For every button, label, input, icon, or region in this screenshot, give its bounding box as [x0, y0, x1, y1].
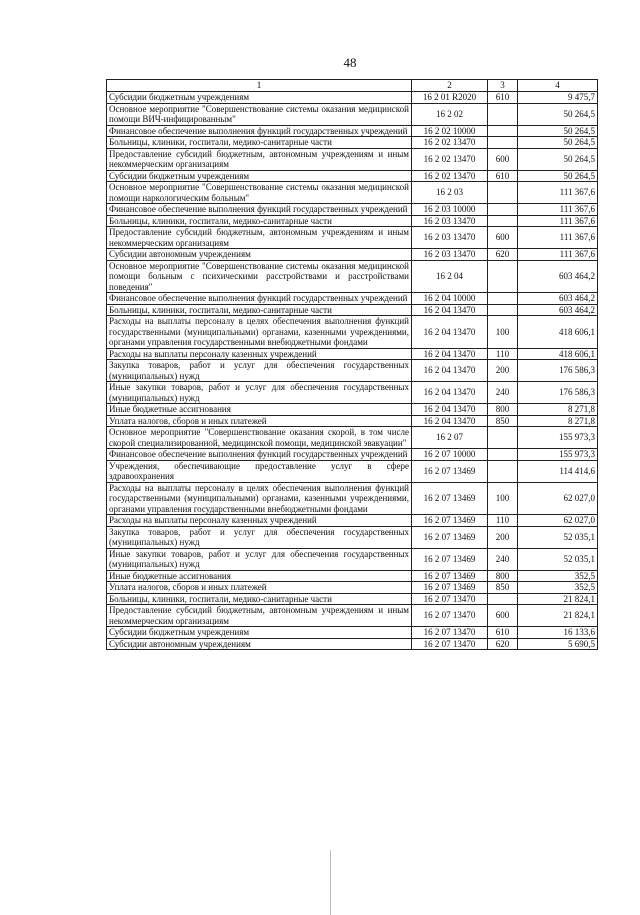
- cell-code: 16 2 07 13469: [412, 482, 488, 515]
- cell-name: Основное мероприятие "Совершенствование оказания скорой, в том числе скорой специализированной, медицинской помощи, медицинской эвакуации": [107, 427, 412, 449]
- budget-table: [106, 79, 598, 650]
- cell-code: 16 2 07 13469: [412, 460, 488, 482]
- cell-amount: 155 973,3: [518, 449, 598, 461]
- table-row: [107, 627, 598, 639]
- cell-name: Предоставление субсидий бюджетным, автономным учреждениям и иным некоммерческим организациям: [107, 605, 412, 627]
- cell-type: 800: [488, 404, 518, 416]
- cell-code: 16 2 04: [412, 260, 488, 293]
- page-number: 48: [343, 55, 357, 70]
- cell-name: Иные бюджетные ассигнования: [107, 404, 412, 416]
- table-row: [107, 638, 598, 650]
- table-row: [107, 103, 598, 125]
- cell-code: 16 2 01 R2020: [412, 92, 488, 104]
- cell-type: 200: [488, 360, 518, 382]
- cell-name: Финансовое обеспечение выполнения функций государственных учреждений: [107, 293, 412, 305]
- cell-type: 110: [488, 348, 518, 360]
- cell-amount: 50 264,5: [518, 170, 598, 182]
- scan-fold-line: [330, 850, 331, 915]
- cell-code: 16 2 04 13470: [412, 404, 488, 416]
- cell-type: [488, 125, 518, 137]
- cell-amount: 52 035,1: [518, 526, 598, 548]
- cell-name: Иные закупки товаров, работ и услуг для обеспечения государственных (муниципальных) нужд: [107, 382, 412, 404]
- cell-code: 16 2 07 13470: [412, 593, 488, 605]
- cell-amount: 50 264,5: [518, 137, 598, 149]
- column-header-1: 1: [107, 80, 412, 92]
- table-row: [107, 260, 598, 293]
- cell-code: 16 2 07 13469: [412, 570, 488, 582]
- table-header-row: [107, 80, 598, 92]
- cell-code: 16 2 07 13469: [412, 526, 488, 548]
- cell-code: 16 2 04 13470: [412, 348, 488, 360]
- cell-name: Закупка товаров, работ и услуг для обеспечения государственных (муниципальных) нужд: [107, 526, 412, 548]
- cell-code: 16 2 03 10000: [412, 204, 488, 216]
- cell-code: 16 2 03 13470: [412, 215, 488, 227]
- cell-type: [488, 182, 518, 204]
- table-row: [107, 204, 598, 216]
- cell-amount: 50 264,5: [518, 125, 598, 137]
- cell-code: 16 2 03 13470: [412, 249, 488, 261]
- cell-type: [488, 449, 518, 461]
- table-row: [107, 148, 598, 170]
- cell-type: 850: [488, 415, 518, 427]
- cell-code: 16 2 02: [412, 103, 488, 125]
- table-row: [107, 482, 598, 515]
- cell-type: 240: [488, 548, 518, 570]
- cell-amount: 603 464,2: [518, 260, 598, 293]
- cell-name: Расходы на выплаты персоналу казенных учреждений: [107, 515, 412, 527]
- cell-name: Больницы, клиники, госпитали, медико-санитарные части: [107, 593, 412, 605]
- cell-type: 800: [488, 570, 518, 582]
- cell-name: Больницы, клиники, госпитали, медико-санитарные части: [107, 215, 412, 227]
- cell-code: 16 2 02 10000: [412, 125, 488, 137]
- cell-type: 600: [488, 605, 518, 627]
- table-row: [107, 215, 598, 227]
- cell-code: 16 2 07 13470: [412, 605, 488, 627]
- table-row: [107, 449, 598, 461]
- cell-amount: 603 464,2: [518, 293, 598, 305]
- table-row: [107, 360, 598, 382]
- cell-type: [488, 215, 518, 227]
- cell-amount: 352,5: [518, 582, 598, 594]
- table-row: [107, 526, 598, 548]
- cell-amount: 9 475,7: [518, 92, 598, 104]
- cell-amount: 155 973,3: [518, 427, 598, 449]
- table-row: [107, 227, 598, 249]
- cell-amount: 8 271,8: [518, 404, 598, 416]
- cell-amount: 603 464,2: [518, 304, 598, 316]
- cell-name: Субсидии бюджетным учреждениям: [107, 627, 412, 639]
- cell-code: 16 2 02 13470: [412, 170, 488, 182]
- cell-code: 16 2 02 13470: [412, 148, 488, 170]
- cell-name: Основное мероприятие "Совершенствование системы оказания медицинской помощи наркологическим больным": [107, 182, 412, 204]
- cell-name: Расходы на выплаты персоналу казенных учреждений: [107, 348, 412, 360]
- table-row: [107, 382, 598, 404]
- table-row: [107, 460, 598, 482]
- cell-type: 240: [488, 382, 518, 404]
- cell-type: [488, 593, 518, 605]
- table-row: [107, 570, 598, 582]
- cell-name: Иные бюджетные ассигнования: [107, 570, 412, 582]
- cell-code: 16 2 03: [412, 182, 488, 204]
- cell-name: Больницы, клиники, госпитали, медико-санитарные части: [107, 137, 412, 149]
- cell-amount: 418 606,1: [518, 348, 598, 360]
- cell-code: 16 2 07 13470: [412, 638, 488, 650]
- cell-amount: 176 586,3: [518, 360, 598, 382]
- cell-type: [488, 103, 518, 125]
- cell-type: [488, 260, 518, 293]
- cell-type: 110: [488, 515, 518, 527]
- cell-name: Предоставление субсидий бюджетным, автономным учреждениям и иным некоммерческим организациям: [107, 148, 412, 170]
- cell-type: [488, 304, 518, 316]
- cell-name: Закупка товаров, работ и услуг для обеспечения государственных (муниципальных) нужд: [107, 360, 412, 382]
- table-row: [107, 348, 598, 360]
- cell-name: Субсидии автономным учреждениям: [107, 638, 412, 650]
- table-row: [107, 125, 598, 137]
- cell-amount: 21 824,1: [518, 593, 598, 605]
- cell-name: Субсидии автономным учреждениям: [107, 249, 412, 261]
- cell-name: Финансовое обеспечение выполнения функций государственных учреждений: [107, 204, 412, 216]
- cell-code: 16 2 07 13469: [412, 582, 488, 594]
- cell-type: 610: [488, 627, 518, 639]
- table-body: [107, 80, 598, 650]
- cell-type: 850: [488, 582, 518, 594]
- table-row: [107, 92, 598, 104]
- cell-code: 16 2 04 13470: [412, 382, 488, 404]
- cell-name: Расходы на выплаты персоналу в целях обеспечения выполнения функций государственными (муниципальными) органами, казенными учреждениями, органами управления государственными внебюджетными фондами: [107, 316, 412, 349]
- cell-code: 16 2 07 10000: [412, 449, 488, 461]
- cell-amount: 352,5: [518, 570, 598, 582]
- table-row: [107, 548, 598, 570]
- table-row: [107, 593, 598, 605]
- table-row: [107, 316, 598, 349]
- table-row: [107, 404, 598, 416]
- column-header-3: 3: [488, 80, 518, 92]
- cell-type: [488, 293, 518, 305]
- cell-code: 16 2 07 13469: [412, 548, 488, 570]
- table-row: [107, 304, 598, 316]
- cell-amount: 16 133,6: [518, 627, 598, 639]
- cell-type: [488, 460, 518, 482]
- cell-type: 610: [488, 92, 518, 104]
- cell-type: 620: [488, 638, 518, 650]
- cell-code: 16 2 04 13470: [412, 316, 488, 349]
- cell-name: Предоставление субсидий бюджетным, автономным учреждениям и иным некоммерческим организациям: [107, 227, 412, 249]
- cell-type: 100: [488, 482, 518, 515]
- cell-amount: 114 414,6: [518, 460, 598, 482]
- cell-name: Субсидии бюджетным учреждениям: [107, 170, 412, 182]
- cell-type: [488, 204, 518, 216]
- table-row: [107, 427, 598, 449]
- cell-amount: 50 264,5: [518, 103, 598, 125]
- cell-amount: 5 690,5: [518, 638, 598, 650]
- cell-type: 610: [488, 170, 518, 182]
- cell-amount: 111 367,6: [518, 215, 598, 227]
- cell-name: Основное мероприятие "Совершенствование системы оказания медицинской помощи ВИЧ-инфицированным": [107, 103, 412, 125]
- cell-type: 620: [488, 249, 518, 261]
- column-header-2: 2: [412, 80, 488, 92]
- cell-amount: 176 586,3: [518, 382, 598, 404]
- cell-amount: 50 264,5: [518, 148, 598, 170]
- cell-type: 100: [488, 316, 518, 349]
- cell-name: Финансовое обеспечение выполнения функций государственных учреждений: [107, 449, 412, 461]
- cell-amount: 62 027,0: [518, 515, 598, 527]
- cell-name: Иные закупки товаров, работ и услуг для обеспечения государственных (муниципальных) нужд: [107, 548, 412, 570]
- cell-code: 16 2 04 13470: [412, 415, 488, 427]
- cell-name: Уплата налогов, сборов и иных платежей: [107, 582, 412, 594]
- table-row: [107, 605, 598, 627]
- cell-amount: 21 824,1: [518, 605, 598, 627]
- cell-code: 16 2 02 13470: [412, 137, 488, 149]
- cell-type: [488, 137, 518, 149]
- cell-code: 16 2 03 13470: [412, 227, 488, 249]
- table-row: [107, 415, 598, 427]
- cell-amount: 111 367,6: [518, 182, 598, 204]
- cell-code: 16 2 04 10000: [412, 293, 488, 305]
- table-row: [107, 249, 598, 261]
- cell-amount: 52 035,1: [518, 548, 598, 570]
- column-header-4: 4: [518, 80, 598, 92]
- cell-amount: 111 367,6: [518, 227, 598, 249]
- table-row: [107, 170, 598, 182]
- cell-name: Уплата налогов, сборов и иных платежей: [107, 415, 412, 427]
- cell-amount: 111 367,6: [518, 204, 598, 216]
- cell-code: 16 2 07 13470: [412, 627, 488, 639]
- table-row: [107, 137, 598, 149]
- table-row: [107, 515, 598, 527]
- cell-name: Основное мероприятие "Совершенствование системы оказания медицинской помощи больным с психическими расстройствами и расстройствами поведения": [107, 260, 412, 293]
- table-row: [107, 293, 598, 305]
- cell-type: [488, 427, 518, 449]
- table-row: [107, 582, 598, 594]
- cell-type: 600: [488, 227, 518, 249]
- cell-name: Больницы, клиники, госпитали, медико-санитарные части: [107, 304, 412, 316]
- cell-type: 600: [488, 148, 518, 170]
- cell-amount: 418 606,1: [518, 316, 598, 349]
- cell-amount: 111 367,6: [518, 249, 598, 261]
- cell-name: Субсидии бюджетным учреждениям: [107, 92, 412, 104]
- cell-type: 200: [488, 526, 518, 548]
- cell-amount: 62 027,0: [518, 482, 598, 515]
- cell-name: Учреждения, обеспечивающие предоставление услуг в сфере здравоохранения: [107, 460, 412, 482]
- cell-code: 16 2 07 13469: [412, 515, 488, 527]
- table-row: [107, 182, 598, 204]
- cell-code: 16 2 04 13470: [412, 360, 488, 382]
- cell-code: 16 2 07: [412, 427, 488, 449]
- cell-name: Финансовое обеспечение выполнения функций государственных учреждений: [107, 125, 412, 137]
- cell-amount: 8 271,8: [518, 415, 598, 427]
- cell-name: Расходы на выплаты персоналу в целях обеспечения выполнения функций государственными (муниципальными) органами, казенными учреждениями, органами управления государственными внебюджетными фондами: [107, 482, 412, 515]
- cell-code: 16 2 04 13470: [412, 304, 488, 316]
